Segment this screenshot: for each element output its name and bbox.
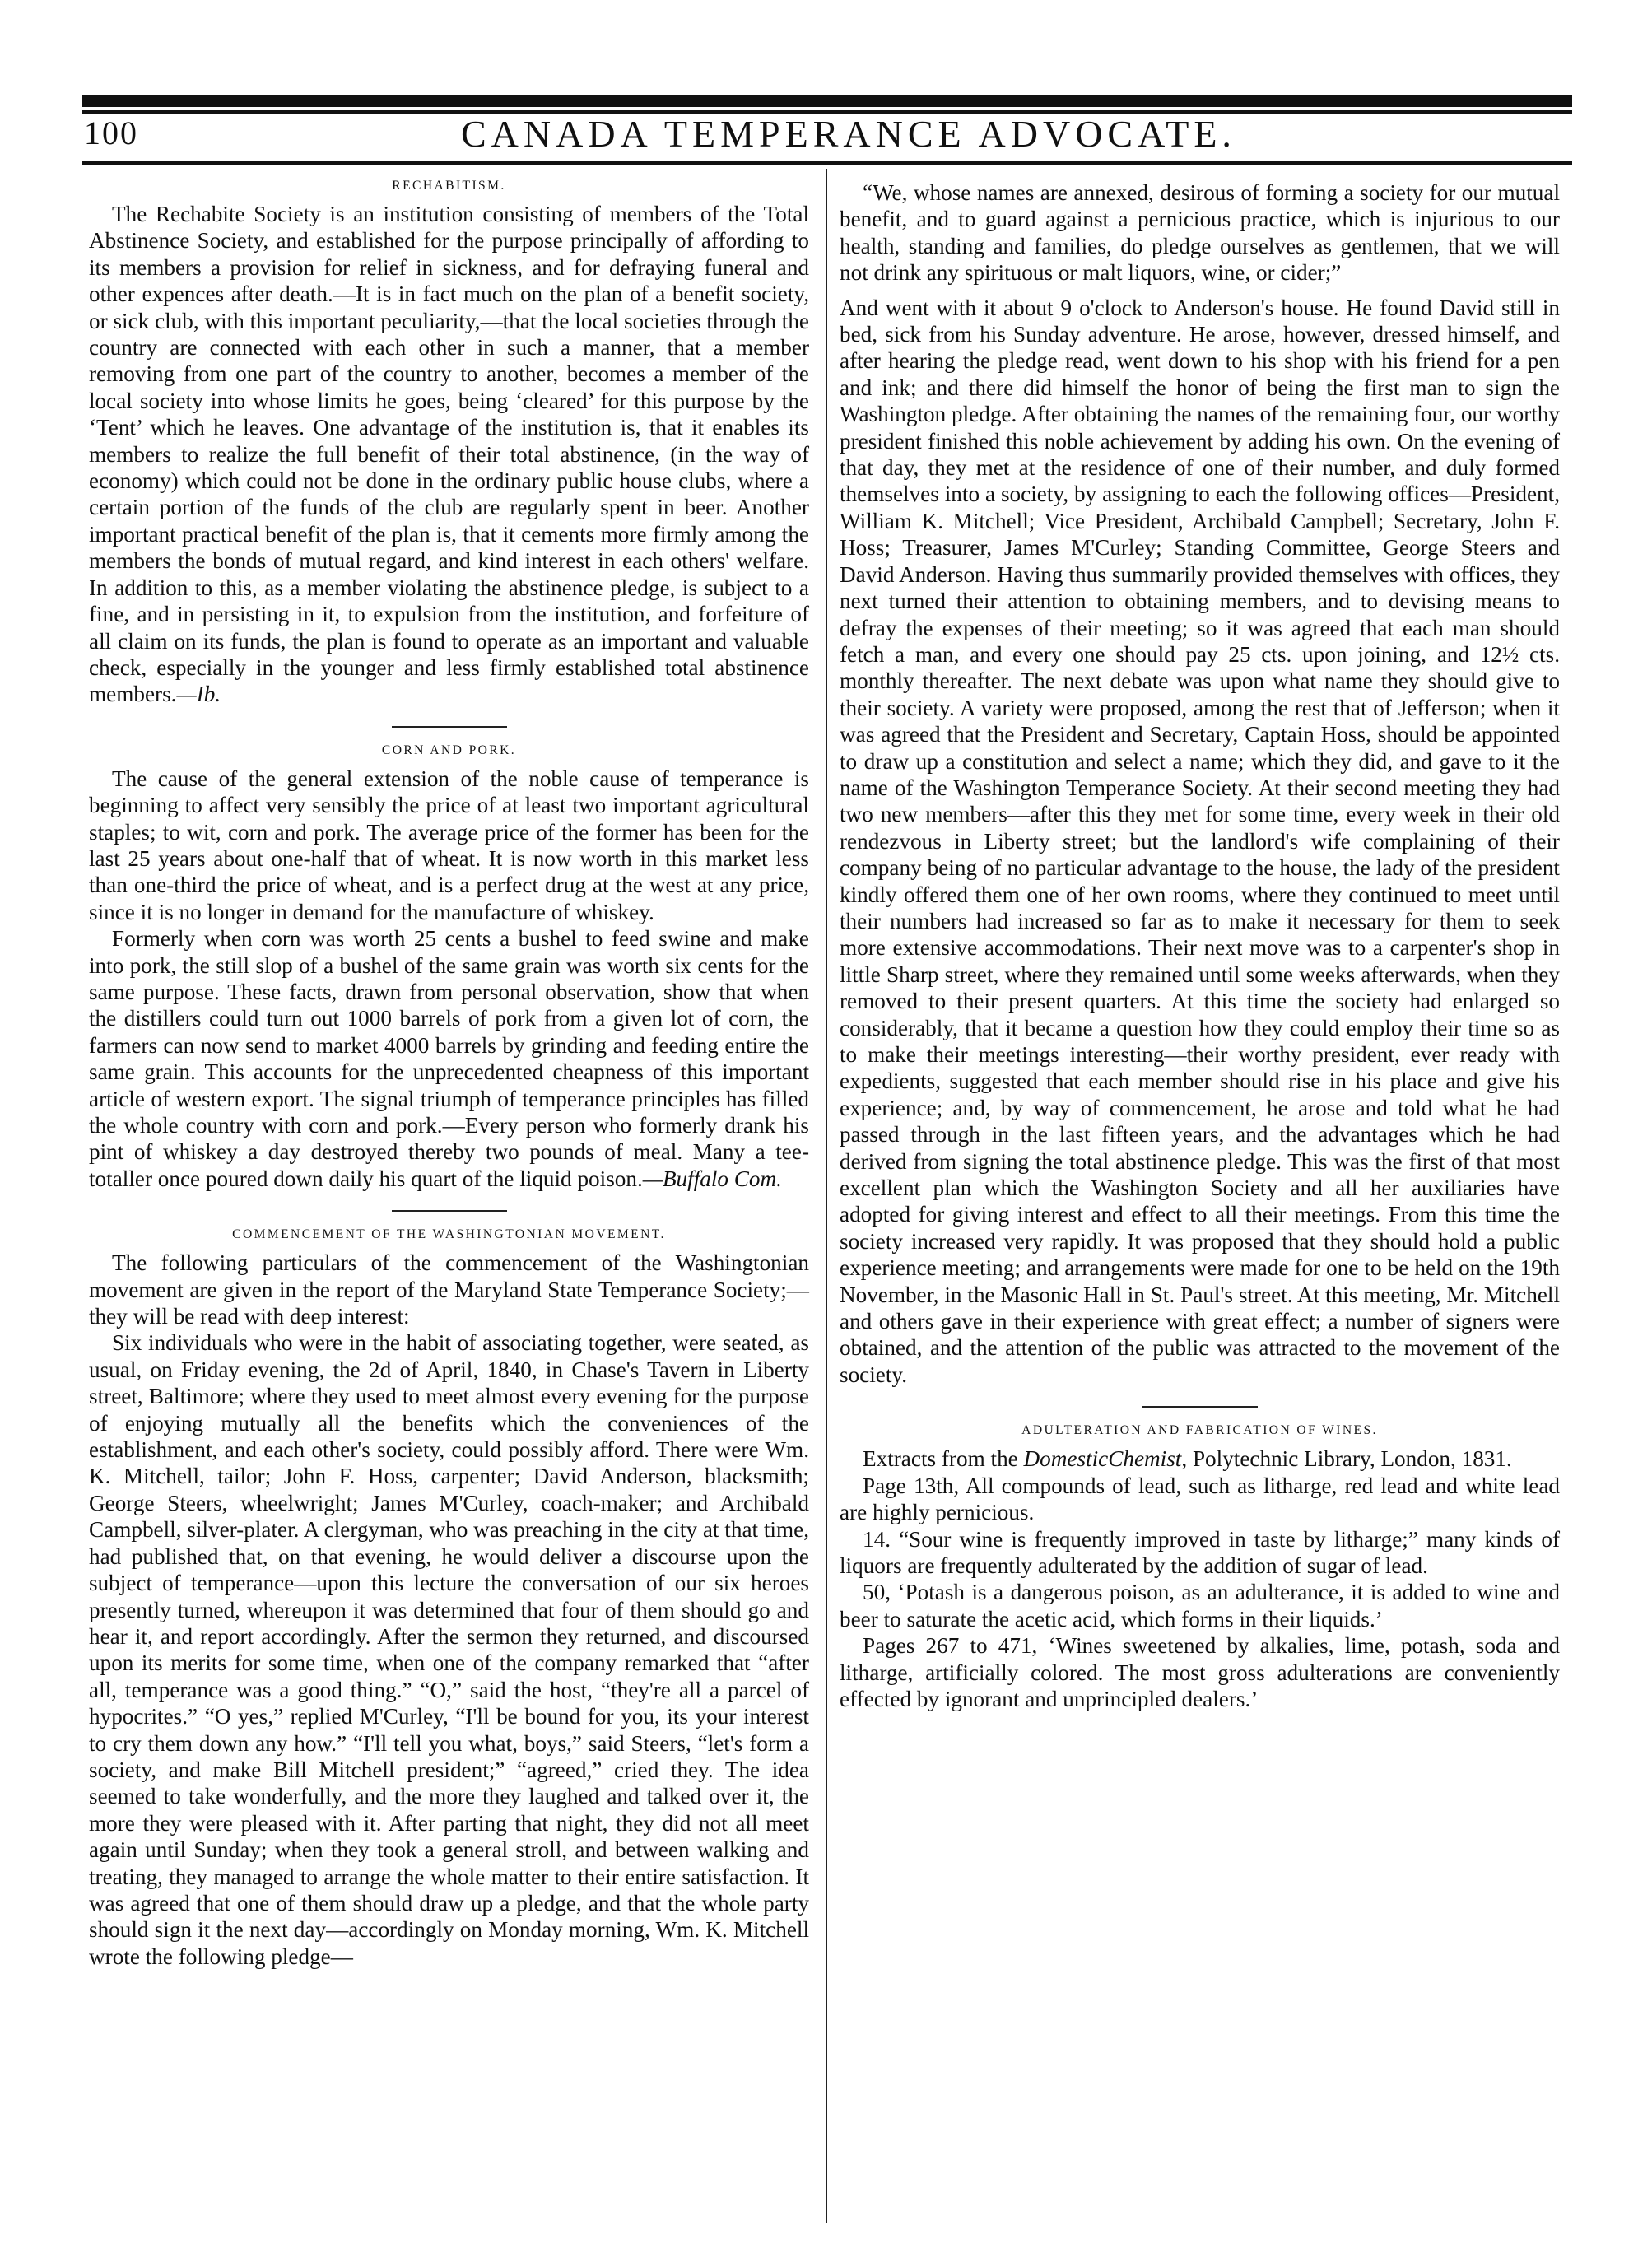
article-rechabitism <box>89 175 809 708</box>
article-paragraph: 14. “Sour wine is frequently improved in taste by litharge;” many kinds of liquors are frequently adulterated by the addition of sugar of lead. <box>840 1526 1560 1578</box>
article-washingtonian <box>89 1223 809 1970</box>
article-heading: RECHABITISM. <box>392 179 506 193</box>
article-adulteration <box>840 1419 1560 1712</box>
top-rule <box>82 95 1572 107</box>
section-rule <box>1142 1406 1258 1408</box>
article-paragraph: Pages 267 to 471, ‘Wines sweetened by alkalies, lime, potash, soda and litharge, artificially colored. The most gross adulterations are conveniently effected by ignorant and unprincipled dealers.’ <box>840 1633 1560 1711</box>
article-paragraph: The Rechabite Society is an institution consisting of members of the Total Abstinence Society, and established for the purpose principally of affording to its members a provision for relief in sickness, and for defraying funeral and other expences after death.—It is in fact much on the plan of a benefit society, or sick club, with this important peculiarity,—that the local societies through the country are connected with each other in such a manner, that a member removing from one part of the country to another, becomes a member of the local society into whose limits he goes, being ‘cleared’ for this purpose by the ‘Tent’ which he leaves. One advantage of the institution is, that it enables its members to realize the full benefit of their total abstinence, (in the way of economy) which could not be done in the ordinary public house clubs, where a certain portion of the funds of the club are regularly spent in beer. Another important practical benefit of the plan is, that it cements more firmly among the members the bonds of mutual regard, and kind interest in each others' welfare. In addition to this, as a member violating the abstinence pledge, is subject to a fine, and in persisting in it, to expulsion from the institution, and forfeiture of all claim on its funds, the plan is found to operate as an important and valuable check, especially in the younger and less firmly established total abstinence members.—Ib. <box>89 202 809 707</box>
article-paragraph: The following particulars of the commencement of the Washingtonian movement are given in the report of the Maryland State Temperance Society;—they will be read with deep interest: <box>89 1250 809 1329</box>
pledge-quote <box>840 179 1560 286</box>
book-title: DomesticChemist <box>1023 1446 1182 1472</box>
article-heading: CORN AND PORK. <box>381 742 517 757</box>
article-paragraph: Page 13th, All compounds of lead, such as litharge, red lead and white lead are highly pernicious. <box>840 1473 1560 1525</box>
article-paragraph: Six individuals who were in the habit of associating together, were seated, as usual, on Friday evening, the 2d of April, 1840, in Chase's Tavern in Liberty street, Baltimore; where they used to meet almost every evening for the purpose of enjoying mutually all the benefits which the conveniences of the establishment, and each other's society, could possibly afford. There were Wm. K. Mitchell, tailor; John F. Hoss, carpenter; David Anderson, blacksmith; George Steers, wheelwright; James M'Curley, coach-maker; and Archibald Campbell, silver-plater. A clergyman, who was preaching in the city at that time, had published that, on that evening, he would deliver a discourse upon the subject of temperance—upon this lecture the conversation of our six heroes presently turned, whereupon it was determined that four of them should go and hear it, and report accordingly. After the sermon they returned, and discoursed upon its merits for some time, when one of the company remarked that “after all, temperance was a good thing.” “O,” said the host, “they're all a parcel of hypocrites.” “O yes,” replied M'Curley, “I'll be bound for you, its your interest to cry them down any how.” “I'll tell you what, boys,” said Steers, “let's form a society, and make Bill Mitchell president;” “agreed,” cried they. The idea seemed to take wonderfully, and the more they laughed and talked over it, the more they were pleased with it. After parting that night, they did not all meet again until Sunday; when they took a general stroll, and between walking and treating, they managed to arrange the whole matter to their entire satisfaction. It was agreed that one of them should draw up a pledge, and that the whole party should sign it the next day—accordingly on Monday morning, Wm. K. Mitchell wrote the following pledge— <box>89 1330 809 1969</box>
article-paragraph: The cause of the general extension of the noble cause of temperance is beginning to affect very sensibly the price of at least two important agricultural staples; to wit, corn and pork. The average price of the former has been for the last 25 years about one-half that of wheat. It is now worth in this market less than one-third the price of wheat, and is a perfect drug at the west at any price, since it is no longer in demand for the manufacture of whiskey. <box>89 766 809 924</box>
article-heading: ADULTERATION AND FABRICATION OF WINES. <box>1021 1423 1378 1438</box>
right-column <box>840 175 1560 1712</box>
page-number: 100 <box>84 114 138 151</box>
article-paragraph: Extracts from the DomesticChemist, Polytechnic Library, London, 1831. <box>863 1446 1512 1472</box>
article-source: —Ib. <box>176 682 221 707</box>
pledge-text: “We, whose names are annexed, desirous of forming a society for our mutual benefit, and to guard against a pernicious practice, which is injurious to our health, standing and families, do pledge ourselves as gentlemen, that we will not drink any spirituous or malt liquors, wine, or cider;” <box>840 180 1560 286</box>
section-rule <box>392 726 507 728</box>
article-source: —Buffalo Com. <box>642 1166 782 1191</box>
section-rule <box>392 1210 507 1212</box>
article-paragraph: Formerly when corn was worth 25 cents a bushel to feed swine and make into pork, the still slop of a bushel of the same grain was worth six cents for the same purpose. These facts, drawn from personal observation, show that when the distillers could turn out 1000 barrels of pork from a given lot of corn, the farmers can now send to market 4000 barrels by grinding and feeding entire the same grain. This accounts for the unprecedented cheapness of this important article of western export. The signal triumph of temperance principles has filled the whole country with corn and pork.—Every person who formerly drank his pint of whiskey a day destroyed thereby two pounds of meal. Many a tee-totaller once poured down daily his quart of the liquid poison.—Buffalo Com. <box>89 926 809 1191</box>
header-rule <box>82 161 1572 165</box>
column-divider <box>826 169 827 2223</box>
article-paragraph: 50, ‘Potash is a dangerous poison, as an adulterance, it is added to wine and beer to saturate the acetic acid, which forms in their liquids.’ <box>840 1580 1560 1632</box>
article-corn-and-pork <box>89 739 809 1193</box>
masthead-title: CANADA TEMPERANCE ADVOCATE. <box>461 113 1236 155</box>
article-heading: COMMENCEMENT OF THE WASHINGTONIAN MOVEMENT. <box>232 1227 666 1242</box>
article-paragraph: And went with it about 9 o'clock to Anderson's house. He found David still in bed, sick from his Sunday adventure. He arose, however, dressed himself, and after hearing the pledge read, went down to his shop with his friend for a pen and ink; and there did himself the honor of being the first man to sign the Washington pledge. After obtaining the names of the remaining four, our worthy president finished this noble achievement by adding his own. On the evening of that day, they met at the residence of one of their number, and duly formed themselves into a society, by assigning to each the following offices—President, William K. Mitchell; Vice President, Archibald Campbell; Secretary, John F. Hoss; Treasurer, James M'Curley; Standing Committee, George Steers and David Anderson. Having thus summarily provided themselves with offices, they next turned their attention to obtaining members, and to devising means to defray the expenses of their meeting; so it was agreed that each man should fetch a man, and every one should pay 25 cts. upon joining, and 12½ cts. monthly thereafter. The next debate was upon what name they should give to their society. A variety were proposed, among the rest that of Jefferson; when it was agreed that the President and Secretary, Captain Hoss, should be appointed to draw up a constitution and select a name; which they did, and gave to it the name of the Washington Temperance Society. At their second meeting they had two new members—after this they met for some time, every week in their old rendezvous in Liberty street; but the landlord's wife complaining of their company being of no particular advantage to the house, the lady of the president kindly offered them one of her own rooms, where they continued to meet until their numbers had increased so far as to make it necessary for them to seek more extensive accommodations. Their next move was to a carpenter's shop in little Sharp street, where they remained until some weeks afterwards, when they removed to their present quarters. At this time the society had enlarged so considerably, that it became a question how they could employ their time so as to make their meetings interesting—their worthy president, ever ready with expedients, suggested that each member should rise in his place and give his experience; and, by way of commencement, he arose and told what he had passed through in the last fifteen years, and the advantages which he had derived from signing the total abstinence pledge. This was the first of that most excellent plan which the Washington Society and all her auxiliaries have adopted for giving interest and effect to all their meetings. From this time the society increased very rapidly. It was proposed that they should hold a public experience meeting; and arrangements were made for one to be held on the 19th November, in the Masonic Hall in St. Paul's street. At this meeting, Mr. Mitchell and others gave in their experience with great effect; a number of signers were obtained, and the attention of the public was attracted to the movement of the society. <box>840 295 1560 1387</box>
left-column <box>89 175 809 1970</box>
